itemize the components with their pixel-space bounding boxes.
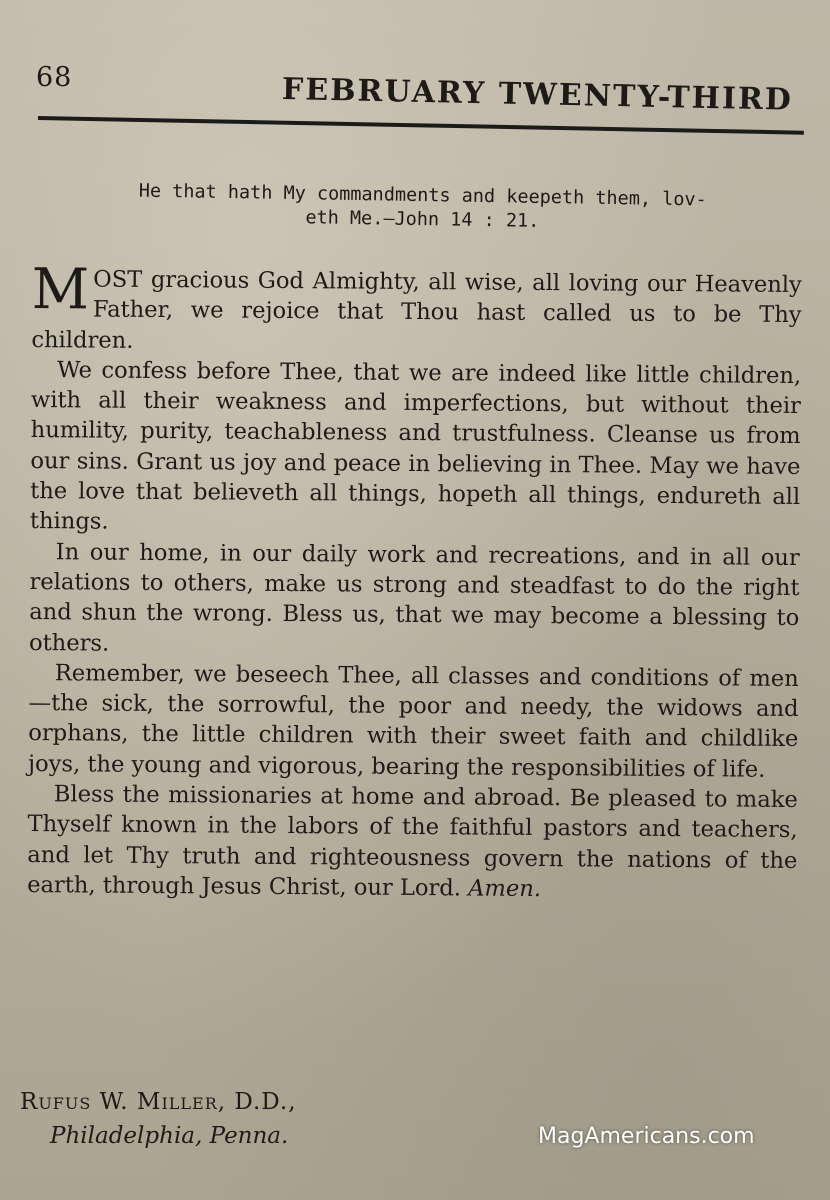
signature-block (20, 1085, 297, 1153)
author-name: Rufus W. Miller, D.D., (20, 1089, 297, 1115)
watermark: MagAmericans.com (538, 1124, 755, 1149)
prayer-body (27, 257, 802, 906)
amen: Amen. (468, 875, 542, 902)
prayer-paragraph-3: In our home, in our daily work and recreations, and in all our relations to others, make us strong and steadfast to do the right and shun the wrong. Bless us, that we may become a blessing to others. (28, 538, 800, 657)
epigraph-line-2: eth Me.—John 14 : 21. (305, 207, 540, 232)
drop-cap: M (31, 257, 90, 323)
prayer-paragraph-1 (31, 257, 802, 361)
prayer-paragraph-5 (27, 779, 798, 906)
epigraph-line-1: He that hath My commandments and keepeth them, lov- (138, 180, 707, 211)
prayer-paragraph-4: Remember, we beseech Thee, all classes and conditions of men—the sick, the sorrowful, the poor and needy, the widows and orphans, the little children with their sweet faith and childlike joys, the young and vigorous, bearing the responsibilities of life. (27, 660, 799, 783)
author-location: Philadelphia, Penna. (50, 1123, 289, 1149)
running-head: FEBRUARY TWENTY-THIRD (281, 72, 794, 118)
page-number: 68 (36, 62, 73, 93)
prayer-paragraph-2: We confess before Thee, that we are indeed like little children, with all their weakness and imperfections, but without their humility, purity, teachableness and trustfulness. Cleanse us from our sins. Grant us joy and peace in believing in Thee. May we have the love that believeth all things, hopeth all things, endureth all things. (29, 357, 802, 535)
prayer-paragraph-1-text: OST gracious God Almighty, all wise, all loving our Heavenly Father, we rejoice that Thou hast called us to be Thy children. (31, 266, 802, 354)
scripture-epigraph (37, 178, 808, 238)
header-rule (38, 116, 804, 135)
prayer-paragraph-5-text: Bless the missionaries at home and abroad. Be pleased to make Thyself known in the labors of the faithful pastors and teachers, and let Thy truth and righteousness govern the nations of the earth, through Jesus Christ, our Lord. (27, 781, 798, 902)
